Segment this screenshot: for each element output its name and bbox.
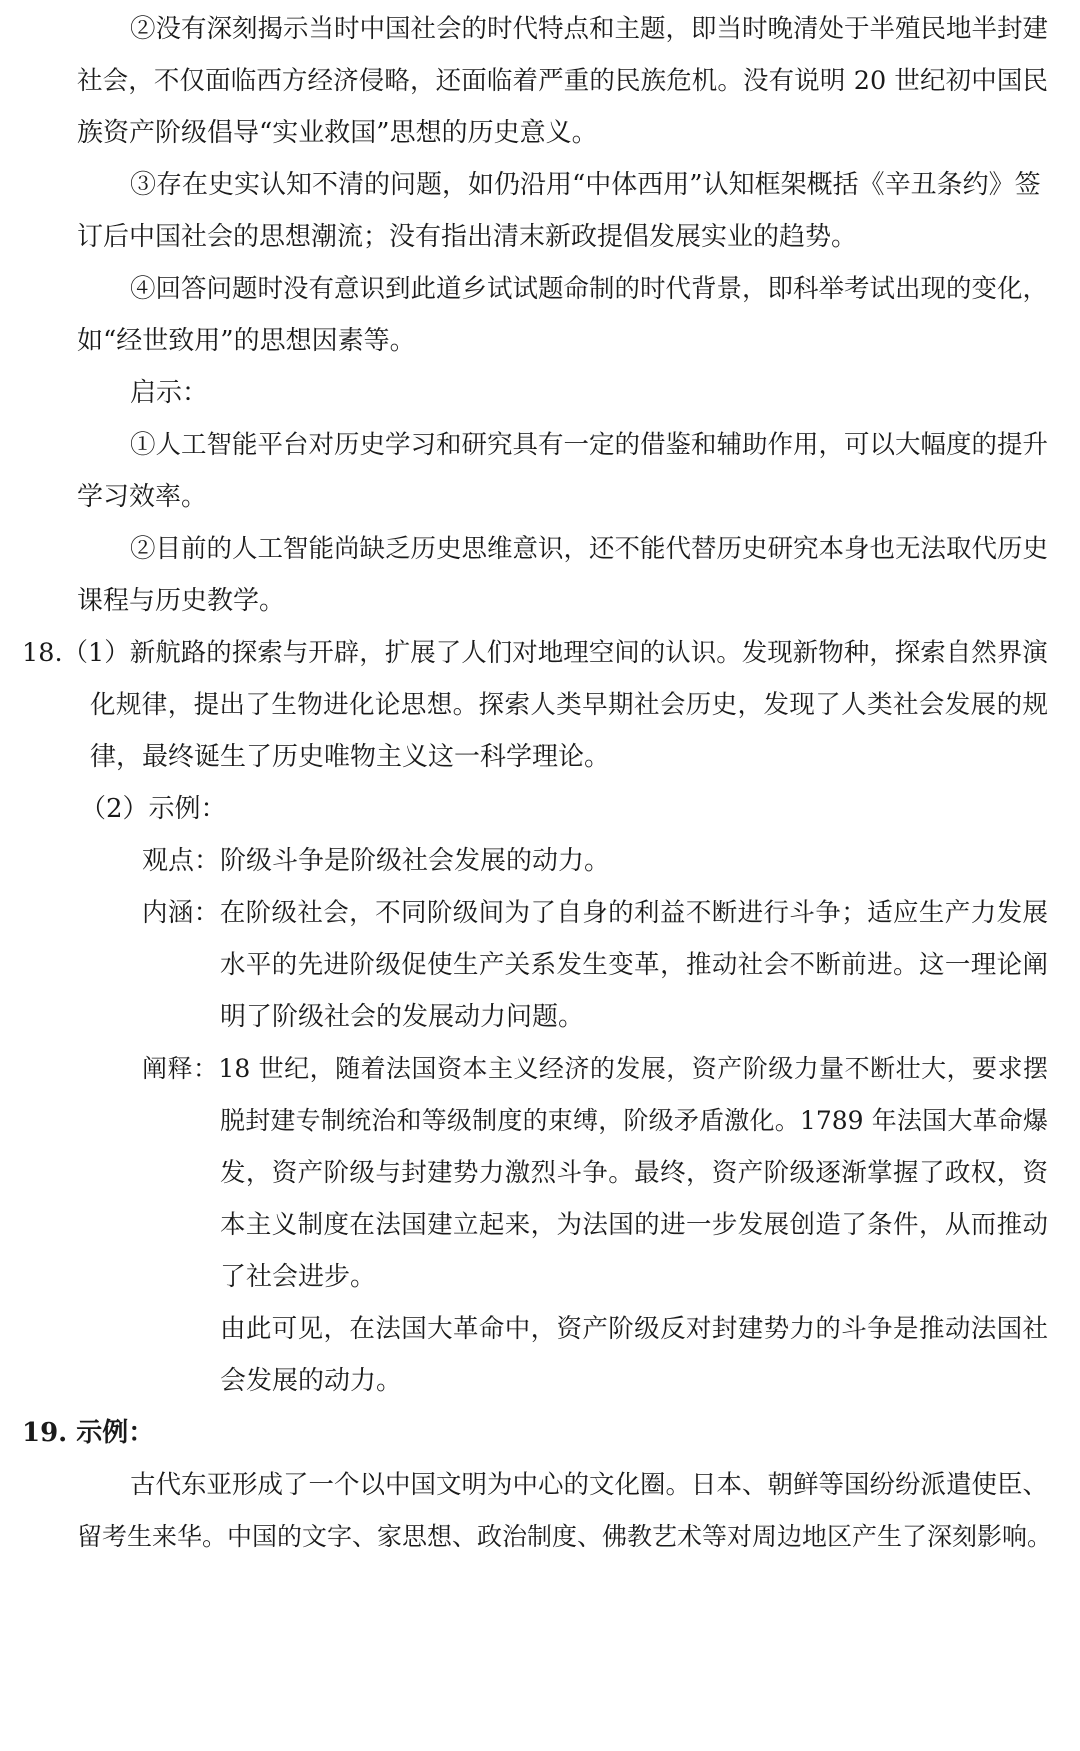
paragraph-line: 脱封建专制统治和等级制度的束缚，阶级矛盾激化。1789 年法国大革命爆 bbox=[220, 1106, 1048, 1135]
question-19-label: 19. 示例： bbox=[22, 1418, 155, 1448]
paragraph-line: 了社会进步。 bbox=[220, 1262, 377, 1292]
paragraph-line: 如“经世致用”的思想因素等。 bbox=[77, 326, 416, 356]
subquestion-label: （2）示例： bbox=[80, 794, 227, 824]
connotation-line: 内涵：在阶级社会，不同阶级间为了自身的利益不断进行斗争；适应生产力发展 bbox=[142, 898, 1048, 928]
paragraph-line: 律，最终诞生了历史唯物主义这一科学理论。 bbox=[90, 742, 611, 772]
paragraph-line: 学习效率。 bbox=[77, 482, 208, 512]
paragraph-line: 古代东亚形成了一个以中国文明为中心的文化圈。日本、朝鲜等国纷纷派遣使臣、 bbox=[130, 1470, 1049, 1500]
paragraph-line: 水平的先进阶级促使生产关系发生变革，推动社会不断前进。这一理论阐 bbox=[220, 950, 1048, 980]
paragraph-line: 订后中国社会的思想潮流；没有指出清末新政提倡发展实业的趋势。 bbox=[77, 222, 858, 252]
paragraph-line: 本主义制度在法国建立起来，为法国的进一步发展创造了条件，从而推动 bbox=[220, 1210, 1048, 1240]
paragraph-line: 课程与历史教学。 bbox=[77, 586, 286, 616]
viewpoint-line: 观点：阶级斗争是阶级社会发展的动力。 bbox=[142, 846, 611, 876]
paragraph-line: 由此可见，在法国大革命中，资产阶级反对封建势力的斗争是推动法国社 bbox=[220, 1314, 1048, 1344]
paragraph-line: ①人工智能平台对历史学习和研究具有一定的借鉴和辅助作用，可以大幅度的提升 bbox=[130, 430, 1049, 460]
paragraph-line: ②目前的人工智能尚缺乏历史思维意识，还不能代替历史研究本身也无法取代历史 bbox=[130, 534, 1049, 564]
paragraph-line: 明了阶级社会的发展动力问题。 bbox=[220, 1002, 585, 1032]
paragraph-line: 会发展的动力。 bbox=[220, 1366, 403, 1396]
paragraph-line: 化规律，提出了生物进化论思想。探索人类早期社会历史，发现了人类社会发展的规 bbox=[90, 690, 1048, 720]
section-label: 启示： bbox=[130, 378, 209, 408]
paragraph-line: ②没有深刻揭示当时中国社会的时代特点和主题，即当时晚清处于半殖民地半封建 bbox=[130, 14, 1049, 44]
explanation-line: 阐释：18 世纪，随着法国资本主义经济的发展，资产阶级力量不断壮大，要求摆 bbox=[142, 1054, 1048, 1083]
paragraph-line: 族资产阶级倡导“实业救国”思想的历史意义。 bbox=[77, 118, 598, 148]
question-18-line: 18.（1）新航路的探索与开辟，扩展了人们对地理空间的认识。发现新物种，探索自然界演 bbox=[22, 638, 1048, 668]
paragraph-line: 发，资产阶级与封建势力激烈斗争。最终，资产阶级逐渐掌握了政权，资 bbox=[220, 1158, 1048, 1188]
paragraph-line: ③存在史实认知不清的问题，如仍沿用“中体西用”认知框架概括《辛丑条约》签 bbox=[130, 170, 1041, 200]
paragraph-line: 留考生来华。中国的文字、家思想、政治制度、佛教艺术等对周边地区产生了深刻影响。 bbox=[77, 1522, 1053, 1551]
paragraph-line: ④回答问题时没有意识到此道乡试试题命制的时代背景，即科举考试出现的变化， bbox=[130, 274, 1049, 304]
paragraph-line: 社会，不仅面临西方经济侵略，还面临着严重的民族危机。没有说明 20 世纪初中国民 bbox=[77, 66, 1048, 96]
